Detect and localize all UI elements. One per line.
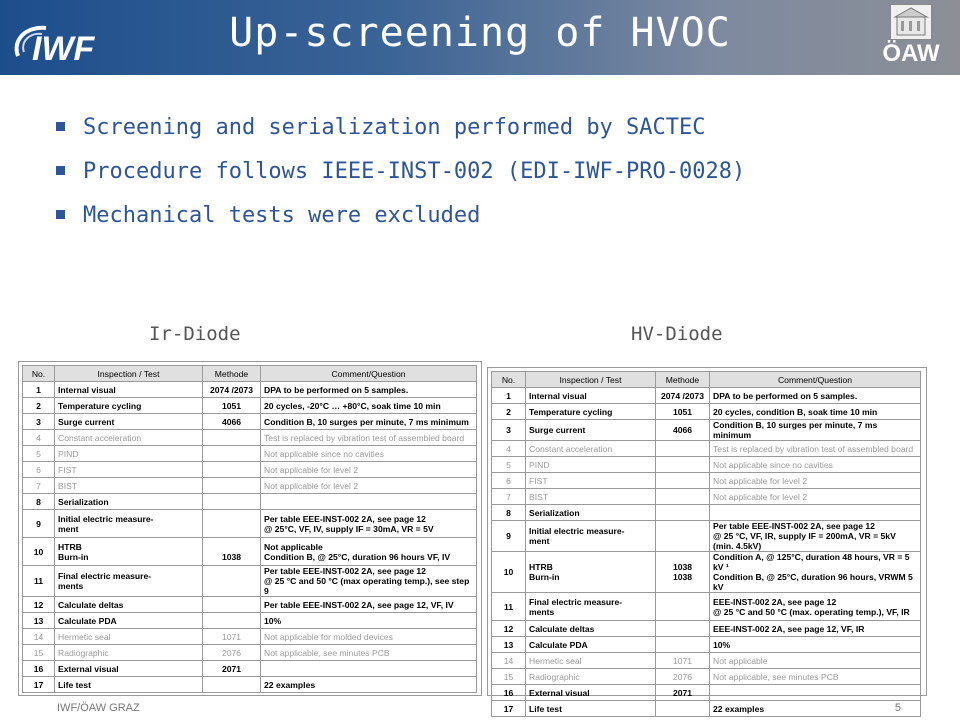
cell-no: 12	[492, 621, 526, 637]
cell-test	[526, 552, 656, 593]
cell-test: Hermetic seal	[526, 653, 656, 669]
cell-line: ment	[58, 523, 79, 534]
cell-comment: Not applicable, see minutes PCB	[261, 645, 477, 661]
bullet-square-icon	[56, 210, 65, 219]
table-row	[492, 505, 921, 521]
cell-line: 1038	[221, 551, 242, 562]
cell-line: Burn-in	[529, 572, 560, 582]
cell-comment: Not applicable, see minutes PCB	[710, 669, 921, 685]
cell-test: Life test	[55, 677, 203, 693]
cell-line: Not applicable	[264, 541, 323, 552]
cell-comment: Condition B, 10 surges per minute, 7 ms minimum	[261, 414, 477, 430]
footer-institution: IWF/ÖAW GRAZ	[57, 702, 140, 714]
bullet-item: Mechanical tests were excluded	[56, 196, 745, 240]
cell-comment: 20 cycles, condition B, soak time 10 min	[710, 404, 921, 420]
table-row	[23, 629, 477, 645]
cell-no: 7	[492, 489, 526, 505]
cell-comment: Test is replaced by vibration test of assembled board	[710, 441, 921, 457]
cell-method	[203, 478, 261, 494]
page-title: Up-screening of HVOC	[229, 10, 731, 56]
cell-comment	[710, 552, 921, 593]
cell-method: 1051	[203, 398, 261, 414]
cell-no: 2	[492, 404, 526, 420]
cell-comment	[710, 593, 921, 621]
cell-no: 9	[23, 510, 55, 538]
table-row	[492, 404, 921, 420]
cell-method: 2076	[203, 645, 261, 661]
cell-comment: 22 examples	[261, 677, 477, 693]
bullet-list	[56, 108, 745, 240]
cell-test: Serialization	[526, 505, 656, 521]
cell-test: PIND	[526, 457, 656, 473]
cell-method: 1051	[656, 404, 710, 420]
cell-line: Initial electric measure-	[58, 513, 154, 524]
bullet-square-icon	[56, 166, 65, 175]
cell-line: Final electric measure-	[529, 596, 623, 607]
cell-line: HTRB	[529, 562, 553, 572]
cell-line: Condition B, @ 25°C, duration 96 hours VF, IV	[264, 551, 451, 562]
cell-comment: Per table EEE-INST-002 2A, see page 12, VF, IV	[261, 597, 477, 613]
cell-no: 17	[23, 677, 55, 693]
cell-method: 4066	[656, 420, 710, 441]
cell-method	[203, 446, 261, 462]
cell-comment: Not applicable for level 2	[710, 489, 921, 505]
table-row	[492, 420, 921, 441]
table-row	[23, 661, 477, 677]
cell-no: 17	[492, 701, 526, 717]
table-row	[492, 593, 921, 621]
cell-test	[526, 593, 656, 621]
cell-no: 4	[23, 430, 55, 446]
hv-diode-screening-table	[491, 371, 921, 717]
cell-method	[656, 701, 710, 717]
cell-line: Condition B, @ 25°C, duration 96 hours, VRWM 5 kV	[713, 572, 913, 592]
cell-test: Hermetic seal	[55, 629, 203, 645]
table-row	[492, 653, 921, 669]
cell-line: @ 25 °C and 50 °C (max. operating temp.), VF, IR	[713, 606, 910, 617]
caption-ir-diode: Ir-Diode	[149, 323, 241, 345]
table-row	[23, 494, 477, 510]
cell-comment: 10%	[710, 637, 921, 653]
column-header: Methode	[656, 372, 710, 388]
cell-no: 16	[23, 661, 55, 677]
cell-method	[203, 566, 261, 597]
cell-comment	[261, 494, 477, 510]
cell-test: FIST	[55, 462, 203, 478]
building-icon	[890, 4, 932, 40]
table-row	[23, 510, 477, 538]
cell-no: 10	[492, 552, 526, 593]
cell-test: Calculate PDA	[526, 637, 656, 653]
bullet-item: Screening and serialization performed by SACTEC	[56, 108, 745, 152]
cell-method	[656, 441, 710, 457]
cell-test	[55, 510, 203, 538]
cell-method: 2074 /2073	[203, 382, 261, 398]
cell-test: External visual	[55, 661, 203, 677]
cell-line: ment	[529, 536, 550, 546]
cell-no: 2	[23, 398, 55, 414]
oaw-logo-text: ÖAW	[882, 40, 940, 67]
cell-comment: Not applicable	[710, 653, 921, 669]
cell-method: 2071	[656, 685, 710, 701]
cell-method: 2074 /2073	[656, 388, 710, 404]
cell-line: ments	[529, 606, 555, 617]
cell-no: 6	[23, 462, 55, 478]
cell-comment: Condition B, 10 surges per minute, 7 ms minimum	[710, 420, 921, 441]
cell-comment	[710, 521, 921, 552]
cell-method	[203, 597, 261, 613]
table-header-row	[492, 372, 921, 388]
table-row	[23, 566, 477, 597]
column-header: Methode	[203, 366, 261, 382]
cell-line: 1038	[672, 562, 693, 572]
cell-no: 13	[23, 613, 55, 629]
table-row	[23, 382, 477, 398]
table-row	[23, 613, 477, 629]
table-row	[492, 457, 921, 473]
cell-method	[203, 613, 261, 629]
cell-line: Condition A, @ 125°C, duration 48 hours, VR = 5 kV ¹	[713, 552, 910, 572]
bullet-item: Procedure follows IEEE-INST-002 (EDI-IWF-PRO-0028)	[56, 152, 745, 196]
cell-test: Serialization	[55, 494, 203, 510]
cell-line: @ 25 °C and 50 °C (max operating temp.), see step 9	[264, 576, 470, 596]
cell-line: EEE-INST-002 2A, see page 12	[713, 596, 837, 607]
table-row	[492, 441, 921, 457]
cell-no: 13	[492, 637, 526, 653]
cell-method	[203, 510, 261, 538]
table-row	[23, 597, 477, 613]
column-header: Comment/Question	[261, 366, 477, 382]
cell-no: 11	[492, 593, 526, 621]
cell-comment: Not applicable since no cavities	[261, 446, 477, 462]
cell-comment: 20 cycles, -20°C … +80°C, soak time 10 min	[261, 398, 477, 414]
cell-test	[55, 538, 203, 566]
cell-test: Temperature cycling	[55, 398, 203, 414]
cell-line: 1038	[672, 572, 693, 582]
cell-no: 5	[492, 457, 526, 473]
cell-test: Calculate deltas	[55, 597, 203, 613]
table-row	[23, 430, 477, 446]
ir-diode-screening-table	[22, 365, 477, 693]
cell-method	[656, 489, 710, 505]
column-header: Comment/Question	[710, 372, 921, 388]
table-row	[23, 414, 477, 430]
cell-test: PIND	[55, 446, 203, 462]
cell-test: Surge current	[526, 420, 656, 441]
cell-comment: DPA to be performed on 5 samples.	[261, 382, 477, 398]
cell-method	[203, 430, 261, 446]
cell-method	[656, 505, 710, 521]
cell-comment: Not applicable for level 2	[710, 473, 921, 489]
cell-test: Constant acceleration	[526, 441, 656, 457]
cell-no: 7	[23, 478, 55, 494]
cell-comment: Not applicable for level 2	[261, 478, 477, 494]
cell-no: 8	[23, 494, 55, 510]
table-row	[492, 552, 921, 593]
cell-method	[656, 473, 710, 489]
cell-comment: Not applicable for molded devices	[261, 629, 477, 645]
cell-method: 4066	[203, 414, 261, 430]
cell-no: 4	[492, 441, 526, 457]
header-bar	[0, 0, 960, 75]
cell-line	[206, 542, 257, 552]
cell-method	[656, 621, 710, 637]
cell-test: FIST	[526, 473, 656, 489]
cell-comment	[261, 661, 477, 677]
cell-no: 6	[492, 473, 526, 489]
column-header: No.	[23, 366, 55, 382]
cell-no: 10	[23, 538, 55, 566]
column-header: No.	[492, 372, 526, 388]
cell-test: Temperature cycling	[526, 404, 656, 420]
cell-no: 8	[492, 505, 526, 521]
cell-method	[656, 552, 710, 593]
table-row	[492, 669, 921, 685]
cell-line: Per table EEE-INST-002 2A, see page 12	[264, 566, 426, 576]
table-row	[492, 685, 921, 701]
cell-test: Internal visual	[55, 382, 203, 398]
iwf-logo-text: IWF	[32, 30, 95, 68]
cell-test: BIST	[55, 478, 203, 494]
cell-method	[656, 593, 710, 621]
cell-method	[656, 457, 710, 473]
cell-no: 5	[23, 446, 55, 462]
cell-comment	[710, 685, 921, 701]
cell-comment: 10%	[261, 613, 477, 629]
cell-test: Calculate deltas	[526, 621, 656, 637]
caption-hv-diode: HV-Diode	[631, 323, 723, 345]
cell-test: BIST	[526, 489, 656, 505]
cell-no: 14	[23, 629, 55, 645]
cell-no: 16	[492, 685, 526, 701]
cell-method	[203, 538, 261, 566]
table-row	[23, 462, 477, 478]
table-row	[492, 701, 921, 717]
cell-no: 9	[492, 521, 526, 552]
cell-test: Calculate PDA	[55, 613, 203, 629]
cell-line: Initial electric measure-	[529, 526, 625, 536]
cell-test: External visual	[526, 685, 656, 701]
cell-line: HTRB	[58, 541, 82, 552]
table-row	[492, 637, 921, 653]
cell-method	[203, 677, 261, 693]
bullet-square-icon	[56, 122, 65, 131]
oaw-logo	[874, 4, 948, 72]
table-header-row	[23, 366, 477, 382]
cell-line: @ 25°C, VF, IV, supply IF = 30mA, VR = 5V	[264, 523, 434, 534]
table-row	[23, 538, 477, 566]
cell-test: Constant acceleration	[55, 430, 203, 446]
table-row	[23, 398, 477, 414]
cell-comment	[710, 505, 921, 521]
cell-no: 1	[492, 388, 526, 404]
cell-test: Radiographic	[55, 645, 203, 661]
cell-test	[55, 566, 203, 597]
cell-comment: Test is replaced by vibration test of assembled board	[261, 430, 477, 446]
cell-method	[203, 494, 261, 510]
cell-test: Internal visual	[526, 388, 656, 404]
cell-no: 14	[492, 653, 526, 669]
cell-method	[203, 462, 261, 478]
cell-comment	[261, 510, 477, 538]
table-row	[492, 521, 921, 552]
cell-line: Per table EEE-INST-002 2A, see page 12	[713, 521, 875, 531]
table-row	[492, 489, 921, 505]
column-header: Inspection / Test	[55, 366, 203, 382]
cell-line: Burn-in	[58, 551, 89, 562]
cell-line: Per table EEE-INST-002 2A, see page 12	[264, 513, 426, 524]
cell-no: 12	[23, 597, 55, 613]
table-row	[492, 621, 921, 637]
cell-method: 1071	[203, 629, 261, 645]
cell-method	[656, 521, 710, 552]
cell-no: 3	[492, 420, 526, 441]
table-row	[492, 388, 921, 404]
cell-line: @ 25 °C, VF, IR, supply IF = 200mA, VR = 5kV (min. 4.5kV)	[713, 531, 896, 551]
cell-comment: Not applicable for level 2	[261, 462, 477, 478]
cell-test: Surge current	[55, 414, 203, 430]
cell-comment: EEE-INST-002 2A, see page 12, VF, IR	[710, 621, 921, 637]
table-row	[23, 446, 477, 462]
cell-comment: DPA to be performed on 5 samples.	[710, 388, 921, 404]
cell-no: 15	[23, 645, 55, 661]
table-row	[23, 478, 477, 494]
cell-method	[656, 637, 710, 653]
cell-no: 15	[492, 669, 526, 685]
cell-test: Radiographic	[526, 669, 656, 685]
cell-line: Final electric measure-	[58, 571, 152, 581]
page-number: 5	[894, 702, 901, 714]
table-row	[23, 645, 477, 661]
cell-comment	[261, 566, 477, 597]
table-row	[23, 677, 477, 693]
cell-line: ments	[58, 581, 84, 591]
table-row	[492, 473, 921, 489]
cell-no: 3	[23, 414, 55, 430]
cell-test	[526, 521, 656, 552]
cell-no: 1	[23, 382, 55, 398]
cell-test: Life test	[526, 701, 656, 717]
cell-method: 1071	[656, 653, 710, 669]
cell-comment	[261, 538, 477, 566]
cell-comment: Not applicable since no cavities	[710, 457, 921, 473]
cell-comment: 22 examples	[710, 701, 921, 717]
cell-method: 2076	[656, 669, 710, 685]
cell-no: 11	[23, 566, 55, 597]
cell-method: 2071	[203, 661, 261, 677]
column-header: Inspection / Test	[526, 372, 656, 388]
